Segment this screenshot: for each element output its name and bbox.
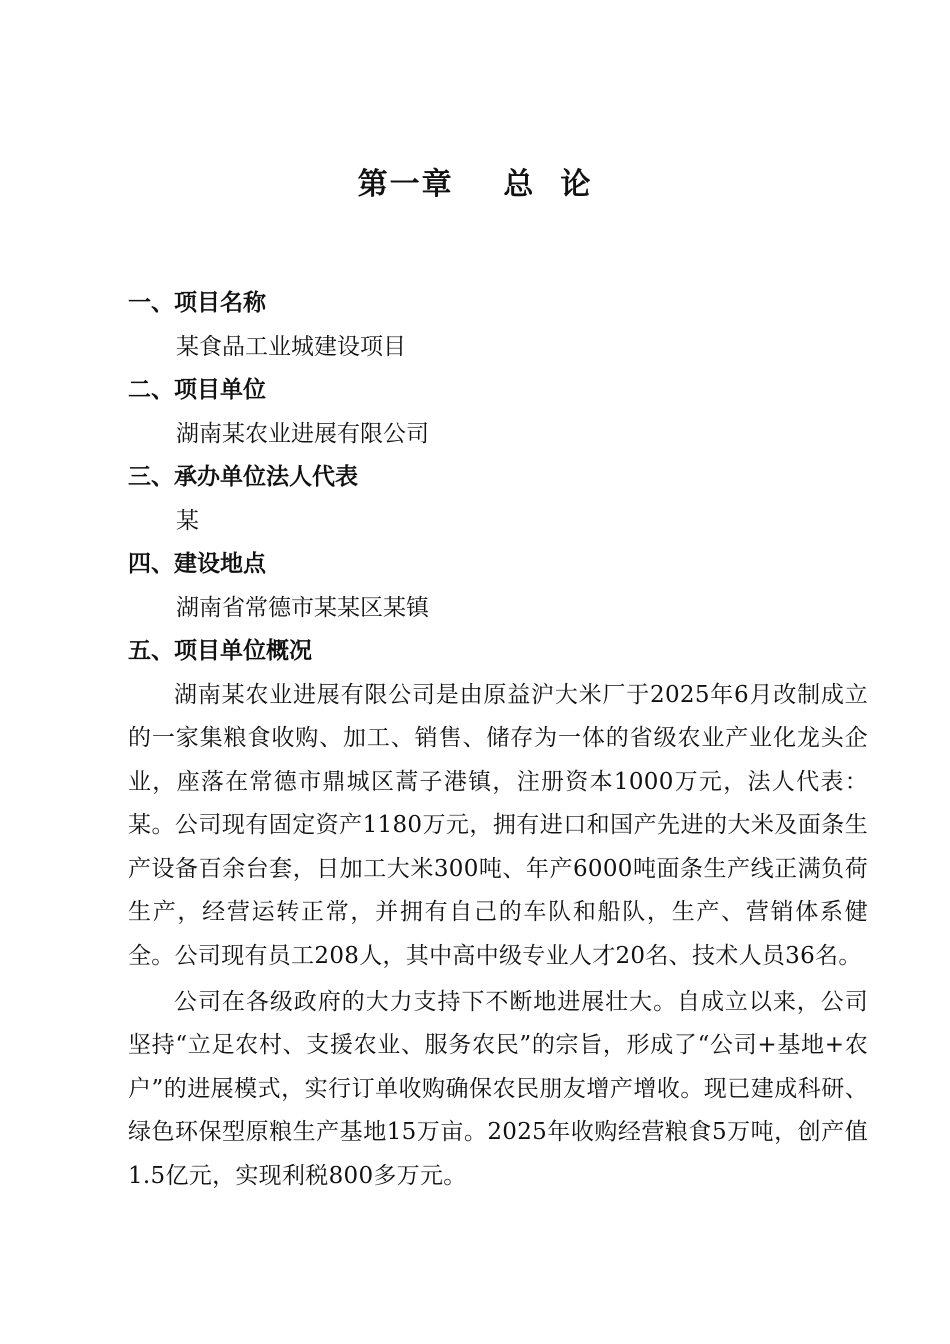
section-heading-unit-overview: 五、项目单位概况 — [128, 638, 312, 664]
section-heading-project-name: 一、项目名称 — [128, 290, 266, 316]
overview-paragraph-2: 公司在各级政府的大力支持下不断地进展壮大。自成立以来，公司坚持“立足农村、支援农业、服务农民”的宗旨，形成了“公司+基地+农户”的进展模式，实行订单收购确保农民朋友增产增收。现已建成科研、绿色环保型原粮生产基地15万亩。2025年收购经营粮食5万吨，创产值1.5亿元，实现利税800多万元。 — [128, 988, 868, 1190]
construction-site-value: 湖南省常德市某某区某镇 — [176, 594, 429, 621]
section-heading-project-unit: 二、项目单位 — [128, 377, 266, 403]
project-name-value: 某食品工业城建设项目 — [176, 333, 406, 360]
section-heading-legal-representative: 三、承办单位法人代表 — [128, 464, 358, 490]
document-body — [128, 282, 868, 1199]
legal-representative-value: 某 — [176, 507, 199, 534]
overview-paragraph-1: 湖南某农业进展有限公司是由原益沪大米厂于2025年6月改制成立的一家集粮食收购、加工、销售、储存为一体的省级农业产业化龙头企业，座落在常德市鼎城区蒿子港镇，注册资本1000万元，法人代表：某。公司现有固定资产1180万元，拥有进口和国产先进的大米及面条生产设备百余台套，日加工大米300吨、年产6000吨面条生产线正满负荷生产，经营运转正常，并拥有自己的车队和船队，生产、营销体系健全。公司现有员工208人，其中高中级专业人才20名、技术人员36名。 — [128, 681, 868, 970]
section-heading-construction-site: 四、建设地点 — [128, 551, 266, 577]
project-unit-value: 湖南某农业进展有限公司 — [176, 420, 429, 447]
chapter-title: 第一章 总 论 — [357, 167, 593, 202]
